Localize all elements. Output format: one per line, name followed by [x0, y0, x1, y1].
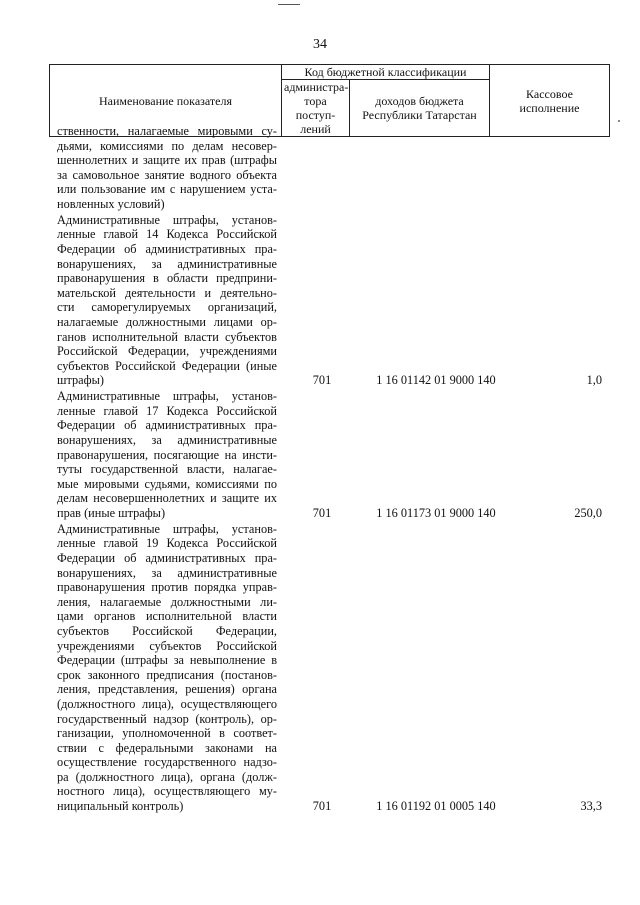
row-text-line: Федерации об административных пра-: [57, 241, 277, 256]
income-code-cell: 1 16 01192 01 0005 140: [376, 799, 496, 814]
row-text-line: правонарушения, посягающие на инсти-: [57, 447, 277, 462]
header-admin-column: [282, 80, 350, 137]
row-text-line: Административные штрафы, установ-: [57, 521, 277, 536]
row-text-line: вонарушениях, за административные: [57, 256, 277, 271]
row-text-line: правонарушения в области предприни-: [57, 271, 277, 286]
row-text-line: ганизации, уполномоченной в соответ-: [57, 726, 277, 741]
row-text-line: за самовольное занятие водного объекта: [57, 167, 277, 182]
scan-mark: [618, 120, 620, 122]
row-text-line: налагаемые должностными лицами ор-: [57, 314, 277, 329]
top-rule: [278, 4, 300, 5]
row-text-line: штрафы): [57, 373, 104, 388]
row-text-line: ствии с федеральными законами на: [57, 740, 277, 755]
row-text-line: вонарушениях, за административные: [57, 565, 277, 580]
row-text-line: ленные главой 14 Кодекса Российской: [57, 227, 277, 242]
header-income-column: [350, 80, 490, 137]
row-text-line: вонарушениях, за административные: [57, 432, 277, 447]
row-text-line: мательской деятельности и деятельно-: [57, 285, 277, 300]
row-text-line: срок законного предписания (постанов-: [57, 667, 277, 682]
row-text-line: Административные штрафы, установ-: [57, 212, 277, 227]
row-text-line: субъектов Российской Федерации (иные: [57, 358, 277, 373]
header-income-line: Республики Татарстан: [362, 108, 477, 122]
row-text-line: государственный надзор (контроль), ор-: [57, 711, 277, 726]
income-code-cell: 1 16 01142 01 9000 140: [376, 373, 496, 388]
row-text-line: ления, представления, решения) органа: [57, 682, 277, 697]
row-text-line: мые мировыми судьями, комиссиями по: [57, 476, 277, 491]
admin-code-cell: 701: [312, 799, 332, 814]
header-admin-line: администра-: [284, 80, 349, 94]
header-amount-line: Кассовое: [526, 86, 573, 101]
table-row-name: [57, 124, 277, 212]
page-number: 34: [313, 37, 327, 52]
admin-code-cell: 701: [312, 373, 332, 388]
row-text-line: Федерации об административных пра-: [57, 418, 277, 433]
row-text-line: Российской Федерации, учреждениями: [57, 344, 277, 359]
row-text-line: осуществление государственного надзо-: [57, 755, 277, 770]
row-text-line: сти саморегулируемых организаций,: [57, 300, 277, 315]
table-row-name: [57, 522, 277, 814]
row-text-line: ленные главой 17 Кодекса Российской: [57, 403, 277, 418]
header-income-line: доходов бюджета: [375, 94, 464, 108]
row-text-line: Федерации об административных пра-: [57, 550, 277, 565]
row-text-line: ганов исполнительной власти субъектов: [57, 329, 277, 344]
row-text-line: правонарушения против порядка управ-: [57, 580, 277, 595]
header-admin-line: тора поступ-: [295, 94, 336, 122]
row-text-line: ленные главой 19 Кодекса Российской: [57, 536, 277, 551]
row-text-line: туты государственной власти, налагае-: [57, 462, 277, 477]
row-text-line: (должностного лица), осуществляющего: [57, 696, 277, 711]
row-text-line: цами органов исполнительной власти: [57, 609, 277, 624]
amount-cell: 1,0: [586, 373, 602, 388]
row-text-line: или пользование им с нарушением уста-: [57, 182, 277, 197]
header-amount-line: исполнение: [519, 100, 580, 115]
income-code-cell: 1 16 01173 01 9000 140: [376, 506, 496, 520]
header-name-column: Наименование показателя: [50, 65, 282, 137]
row-text-line: ра (должностного лица), органа (долж-: [57, 769, 277, 784]
row-text-line: шеннолетних и защите их прав (штрафы: [57, 153, 277, 168]
row-text-line: учреждениями субъектов Российской: [57, 638, 277, 653]
header-admin-line: лений: [300, 122, 331, 136]
row-text-line: новленных условий): [57, 196, 165, 211]
amount-cell: 33,3: [580, 799, 602, 814]
amount-cell: 250,0: [574, 506, 602, 520]
admin-code-cell: 701: [312, 506, 332, 520]
row-text-line: ственности, налагаемые мировыми су-: [57, 124, 277, 138]
row-text-line: дьями, комиссиями по делам несовер-: [57, 138, 277, 153]
table-row-name: [57, 389, 277, 520]
row-text-line: ления, налагаемые должностными ли-: [57, 594, 277, 609]
header-amount-column: [490, 65, 610, 137]
row-text-line: ностного лица), осуществляющего му-: [57, 784, 277, 799]
row-text-line: прав (иные штрафы): [57, 505, 166, 520]
row-text-line: делам несовершеннолетних и защите их: [57, 491, 277, 506]
header-code-group: Код бюджетной классификации: [282, 65, 490, 80]
row-text-line: субъектов Российской Федерации,: [57, 623, 277, 638]
row-text-line: Административные штрафы, установ-: [57, 389, 277, 404]
row-text-line: Федерации (штрафы за невыполнение в: [57, 653, 277, 668]
row-text-line: ниципальный контроль): [57, 799, 184, 814]
table-row-name: [57, 213, 277, 388]
